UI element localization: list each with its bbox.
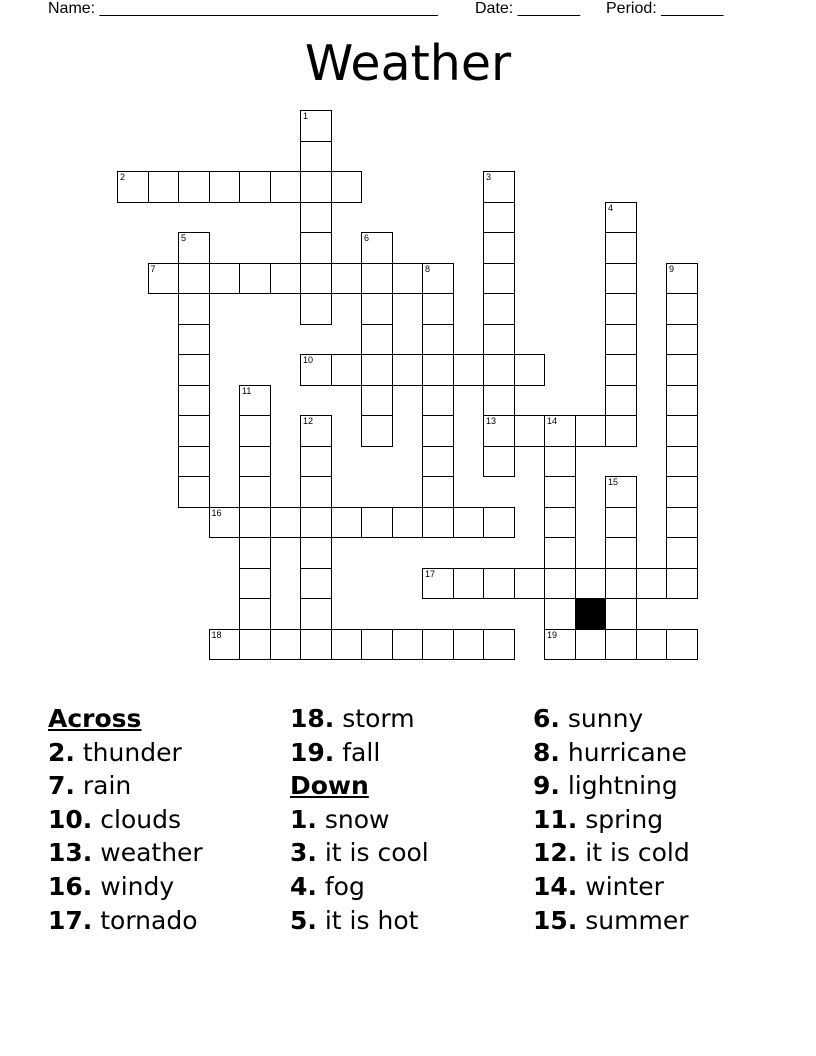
crossword-cell xyxy=(239,476,271,508)
crossword-cell xyxy=(178,476,210,508)
clue-item xyxy=(533,769,690,803)
crossword-black-cell xyxy=(575,598,607,630)
crossword-cell xyxy=(666,568,698,600)
crossword-cell xyxy=(483,446,515,478)
crossword-cell xyxy=(178,385,210,417)
crossword-cell xyxy=(178,293,210,325)
crossword-cell xyxy=(361,324,393,356)
crossword-cell xyxy=(605,537,637,569)
crossword-cell xyxy=(422,476,454,508)
clue-item xyxy=(48,904,203,938)
crossword-cell xyxy=(361,232,393,264)
clue-number: 6. xyxy=(533,704,560,733)
clue-item xyxy=(290,836,429,870)
clue-item xyxy=(533,736,690,770)
crossword-cell xyxy=(605,354,637,386)
crossword-cell xyxy=(575,568,607,600)
crossword-cell xyxy=(422,629,454,661)
crossword-cell xyxy=(453,507,485,539)
clue-item xyxy=(290,803,429,837)
crossword-cell xyxy=(300,629,332,661)
crossword-cell xyxy=(361,415,393,447)
crossword-cell xyxy=(300,476,332,508)
crossword-cell xyxy=(178,354,210,386)
clue-number: 7. xyxy=(48,771,75,801)
crossword-cell xyxy=(666,476,698,508)
clue-number: 4. xyxy=(290,871,317,901)
crossword-cell xyxy=(239,537,271,569)
clue-text: spring xyxy=(585,804,664,834)
clue-item xyxy=(48,870,203,904)
crossword-cell xyxy=(453,354,485,386)
crossword-cell xyxy=(422,507,454,539)
crossword-cell xyxy=(422,354,454,386)
crossword-cell xyxy=(361,507,393,539)
clue-number: 18. xyxy=(290,704,335,733)
crossword-cell xyxy=(483,232,515,264)
crossword-cell xyxy=(361,354,393,386)
crossword-cell xyxy=(544,537,576,569)
across-heading: Across xyxy=(48,704,142,733)
crossword-cell xyxy=(239,446,271,478)
crossword-cell xyxy=(666,324,698,356)
crossword-cell xyxy=(300,202,332,234)
clue-number: 1. xyxy=(290,804,317,834)
crossword-cell xyxy=(636,629,668,661)
crossword-cell xyxy=(331,507,363,539)
clue-number: 16. xyxy=(48,871,93,901)
clue-item xyxy=(290,702,429,736)
crossword-cell xyxy=(544,568,576,600)
crossword-cell xyxy=(605,629,637,661)
clue-number-label: 15 xyxy=(608,477,619,487)
crossword-cell xyxy=(605,476,637,508)
crossword-cell xyxy=(361,629,393,661)
crossword-cell xyxy=(483,263,515,295)
clue-item xyxy=(290,870,429,904)
crossword-cell xyxy=(392,263,424,295)
crossword-cell xyxy=(270,263,302,295)
clue-item xyxy=(533,836,690,870)
crossword-cell xyxy=(666,385,698,417)
crossword-cell xyxy=(453,568,485,600)
clue-number-label: 7 xyxy=(150,263,156,274)
crossword-cell xyxy=(270,629,302,661)
clue-number: 10. xyxy=(48,804,93,834)
clue-text: fall xyxy=(342,737,381,767)
crossword-cell xyxy=(239,263,271,295)
clue-column-3 xyxy=(533,702,690,937)
clue-text: snow xyxy=(324,804,390,834)
crossword-cell xyxy=(605,385,637,417)
clue-text: rain xyxy=(82,771,132,801)
crossword-cell xyxy=(514,415,546,447)
crossword-cell xyxy=(239,385,271,417)
date-field-label: Date: _______ xyxy=(475,0,580,17)
clue-text: winter xyxy=(585,871,664,901)
crossword-cell xyxy=(605,263,637,295)
crossword-cell xyxy=(483,202,515,234)
clue-number-label: 12 xyxy=(303,416,314,426)
clue-column-1 xyxy=(48,702,203,937)
crossword-cell xyxy=(666,263,698,295)
clue-number-label: 9 xyxy=(669,263,675,274)
crossword-cell xyxy=(300,141,332,173)
crossword-cell xyxy=(544,446,576,478)
crossword-cell xyxy=(178,171,210,203)
crossword-cell xyxy=(605,293,637,325)
crossword-cell xyxy=(239,415,271,447)
clue-text: windy xyxy=(100,871,175,901)
crossword-cell xyxy=(422,415,454,447)
clue-text: thunder xyxy=(82,737,182,767)
clue-number-label: 16 xyxy=(211,507,222,518)
clue-number: 19. xyxy=(290,737,335,767)
crossword-cell xyxy=(605,598,637,630)
puzzle-title: Weather xyxy=(304,35,512,92)
clue-text: summer xyxy=(585,905,689,935)
crossword-cell xyxy=(300,415,332,447)
crossword-cell xyxy=(483,507,515,539)
crossword-cell xyxy=(361,293,393,325)
crossword-cell xyxy=(666,629,698,661)
crossword-cell xyxy=(666,446,698,478)
crossword-cell xyxy=(392,354,424,386)
clue-text: fog xyxy=(324,871,365,901)
crossword-cell xyxy=(483,324,515,356)
clue-number: 13. xyxy=(48,838,93,868)
crossword-cell xyxy=(148,263,180,295)
clue-number: 5. xyxy=(290,905,317,935)
clue-text: it is cool xyxy=(324,838,429,868)
clue-number: 15. xyxy=(533,905,578,935)
crossword-cell xyxy=(575,415,607,447)
crossword-cell xyxy=(178,446,210,478)
clue-item xyxy=(533,803,690,837)
crossword-cell xyxy=(148,171,180,203)
crossword-cell xyxy=(300,354,332,386)
crossword-cell xyxy=(300,568,332,600)
crossword-cell xyxy=(392,629,424,661)
crossword-cell xyxy=(514,568,546,600)
clue-number: 3. xyxy=(290,838,317,868)
crossword-cell xyxy=(300,263,332,295)
clue-number-label: 19 xyxy=(547,629,558,640)
crossword-cell xyxy=(300,171,332,203)
clue-text: clouds xyxy=(100,804,181,834)
crossword-cell xyxy=(331,263,363,295)
clue-text: hurricane xyxy=(567,737,687,767)
down-heading: Down xyxy=(290,771,369,801)
crossword-cell xyxy=(300,598,332,630)
crossword-cell xyxy=(422,385,454,417)
clue-item xyxy=(48,836,203,870)
clue-number: 8. xyxy=(533,737,560,767)
clue-number-label: 5 xyxy=(181,233,187,243)
clue-text: sunny xyxy=(567,704,644,733)
crossword-cell xyxy=(483,293,515,325)
crossword-cell xyxy=(605,324,637,356)
crossword-cell xyxy=(605,507,637,539)
crossword-cell xyxy=(300,446,332,478)
crossword-cell xyxy=(209,507,241,539)
clue-item xyxy=(48,769,203,803)
clue-item xyxy=(533,870,690,904)
crossword-cell xyxy=(483,568,515,600)
clue-text: it is hot xyxy=(324,905,419,935)
crossword-cell xyxy=(178,415,210,447)
crossword-cell xyxy=(636,568,668,600)
clue-number-label: 3 xyxy=(486,172,492,182)
crossword-cell xyxy=(270,171,302,203)
crossword-cell xyxy=(422,324,454,356)
clue-text: weather xyxy=(100,838,203,868)
clue-number: 17. xyxy=(48,905,93,935)
crossword-cell xyxy=(239,629,271,661)
crossword-cell xyxy=(300,232,332,264)
crossword-cell xyxy=(331,171,363,203)
crossword-cell xyxy=(575,629,607,661)
crossword-cell xyxy=(239,568,271,600)
crossword-cell xyxy=(666,354,698,386)
crossword-cell xyxy=(422,293,454,325)
clue-number: 2. xyxy=(48,737,75,767)
crossword-cell xyxy=(666,293,698,325)
crossword-cell xyxy=(209,171,241,203)
clue-number-label: 2 xyxy=(120,172,126,182)
clue-item xyxy=(533,702,690,736)
crossword-cell xyxy=(605,202,637,234)
crossword-cell xyxy=(209,629,241,661)
clue-number: 12. xyxy=(533,838,578,868)
crossword-cell xyxy=(666,415,698,447)
clue-text: tornado xyxy=(100,905,198,935)
clue-number: 14. xyxy=(533,871,578,901)
crossword-cell xyxy=(331,629,363,661)
crossword-cell xyxy=(544,598,576,630)
clue-number-label: 11 xyxy=(242,385,252,396)
crossword-cell xyxy=(483,415,515,447)
crossword-cell xyxy=(605,415,637,447)
crossword-cell xyxy=(209,263,241,295)
crossword-cell xyxy=(666,537,698,569)
clue-item xyxy=(533,904,690,938)
clue-text: storm xyxy=(342,704,415,733)
clue-number-label: 17 xyxy=(425,568,436,579)
clue-item xyxy=(290,736,429,770)
crossword-cell xyxy=(361,385,393,417)
crossword-cell xyxy=(117,171,149,203)
crossword-cell xyxy=(483,171,515,203)
clue-number-label: 1 xyxy=(303,111,309,121)
clue-column-2 xyxy=(290,702,429,937)
crossword-cell xyxy=(239,598,271,630)
crossword-cell xyxy=(300,507,332,539)
crossword-cell xyxy=(300,537,332,569)
clue-number-label: 8 xyxy=(425,263,431,274)
crossword-cell xyxy=(422,263,454,295)
crossword-cell xyxy=(422,446,454,478)
crossword-cell xyxy=(453,629,485,661)
name-field-label: Name: ______________________________________ xyxy=(48,0,438,17)
crossword-cell xyxy=(544,507,576,539)
period-field-label: Period: _______ xyxy=(606,0,724,17)
crossword-cell xyxy=(361,263,393,295)
clue-number-label: 13 xyxy=(486,416,497,426)
crossword-cell xyxy=(178,232,210,264)
crossword-cell xyxy=(483,629,515,661)
crossword-cell xyxy=(422,568,454,600)
clue-text: it is cold xyxy=(585,838,690,868)
crossword-cell xyxy=(666,507,698,539)
crossword-cell xyxy=(239,507,271,539)
clue-number-label: 14 xyxy=(547,416,558,426)
crossword-cell xyxy=(300,293,332,325)
clue-number: 9. xyxy=(533,771,560,801)
clue-item xyxy=(48,736,203,770)
crossword-cell xyxy=(544,629,576,661)
crossword-cell xyxy=(392,507,424,539)
clue-item xyxy=(290,904,429,938)
clue-item xyxy=(48,803,203,837)
crossword-cell xyxy=(483,354,515,386)
crossword-cell xyxy=(331,354,363,386)
crossword-cell xyxy=(178,263,210,295)
crossword-cell xyxy=(605,568,637,600)
crossword-cell xyxy=(514,354,546,386)
clue-number-label: 10 xyxy=(303,355,314,365)
clue-text: lightning xyxy=(567,771,678,801)
crossword-cell xyxy=(544,415,576,447)
crossword-cell xyxy=(605,232,637,264)
clue-number: 11. xyxy=(533,804,578,834)
clue-number-label: 6 xyxy=(364,233,370,243)
crossword-cell xyxy=(483,385,515,417)
crossword-cell xyxy=(544,476,576,508)
crossword-cell xyxy=(300,110,332,142)
crossword-cell xyxy=(270,507,302,539)
clue-number-label: 18 xyxy=(211,629,222,640)
clue-number-label: 4 xyxy=(608,202,614,213)
crossword-cell xyxy=(178,324,210,356)
crossword-cell xyxy=(239,171,271,203)
